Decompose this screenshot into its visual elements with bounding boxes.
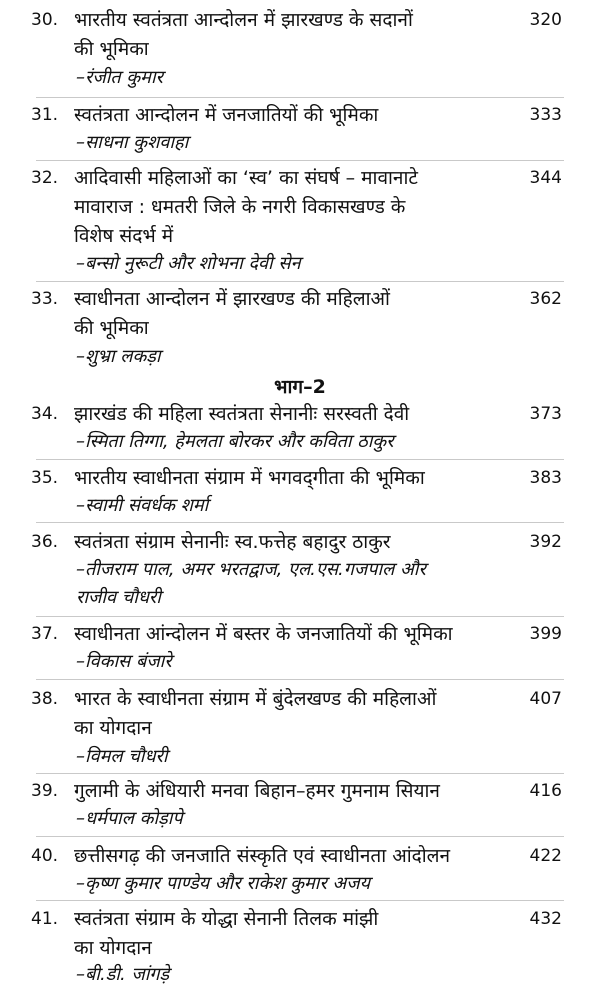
entry-author: –शुभ्रा लकड़ा (76, 346, 161, 367)
entry-page-number: 416 (529, 781, 562, 801)
entry-author: –बी.डी. जांगड़े (76, 964, 170, 985)
entry-page-number: 333 (529, 105, 562, 125)
entry-title: गुलामी के अंधियारी मनवा बिहान–हमर गुमनाम सियान (74, 780, 440, 802)
entry-number: 35. (31, 468, 59, 488)
entry-author: –धर्मपाल कोड़ापे (76, 808, 183, 829)
entry-page-number: 383 (529, 468, 562, 488)
entry-title: स्वतंत्रता आन्दोलन में जनजातियों की भूमिका (74, 104, 379, 126)
divider (36, 97, 564, 98)
divider (36, 281, 564, 282)
entry-page-number: 392 (529, 532, 562, 552)
entry-title: भारत के स्वाधीनता संग्राम में बुंदेलखण्ड की महिलाओं का योगदान (74, 688, 437, 739)
entry-page-number: 407 (529, 689, 562, 709)
entry-page-number: 373 (529, 404, 562, 424)
divider (36, 900, 564, 901)
divider (36, 773, 564, 774)
entry-number: 31. (31, 105, 59, 125)
divider (36, 160, 564, 161)
entry-title: भारतीय स्वाधीनता संग्राम में भगवद्‌गीता की भूमिका (74, 467, 425, 489)
entry-author: –स्वामी संवर्धक शर्मा (76, 495, 209, 516)
divider (36, 522, 564, 523)
entry-author: –विमल चौधरी (76, 746, 168, 767)
entry-title: स्वाधीनता आन्दोलन में झारखण्ड की महिलाओं की भूमिका (74, 288, 390, 339)
entry-number: 32. (31, 168, 59, 188)
entry-page-number: 432 (529, 909, 562, 929)
entry-author: –तीजराम पाल, अमर भरतद्वाज, एल.एस.गजपाल और राजीव चौधरी (76, 559, 426, 608)
entry-number: 40. (31, 846, 59, 866)
entry-title: स्वतंत्रता संग्राम सेनानीः स्व.फत्तेह बहादुर ठाकुर (74, 531, 391, 553)
entry-number: 34. (31, 404, 59, 424)
section-heading: भाग–2 (274, 376, 326, 398)
entry-title: झारखंड की महिला स्वतंत्रता सेनानीः सरस्वती देवी (74, 403, 410, 425)
entry-number: 37. (31, 624, 59, 644)
entry-page-number: 320 (529, 10, 562, 30)
entry-title: भारतीय स्वतंत्रता आन्दोलन में झारखण्ड के सदानों की भूमिका (74, 9, 413, 60)
entry-page-number: 399 (529, 624, 562, 644)
entry-title: स्वतंत्रता संग्राम के योद्धा सेनानी तिलक मांझी का योगदान (74, 908, 379, 959)
entry-author: –कृष्ण कुमार पाण्डेय और राकेश कुमार अजय (76, 873, 371, 894)
entry-number: 36. (31, 532, 59, 552)
entry-page-number: 344 (529, 168, 562, 188)
entry-number: 38. (31, 689, 59, 709)
divider (36, 459, 564, 460)
entry-title: छत्तीसगढ़ की जनजाति संस्कृति एवं स्वाधीनता आंदोलन (74, 845, 451, 867)
entry-number: 30. (31, 10, 59, 30)
entry-number: 33. (31, 289, 59, 309)
entry-number: 41. (31, 909, 59, 929)
divider (36, 679, 564, 680)
entry-author: –स्मिता तिग्गा, हेमलता बोरकर और कविता ठाकुर (76, 431, 394, 452)
entry-author: –विकास बंजारे (76, 651, 172, 672)
divider (36, 836, 564, 837)
entry-page-number: 422 (529, 846, 562, 866)
entry-title: स्वाधीनता आंन्दोलन में बस्तर के जनजातियों की भूमिका (74, 623, 453, 645)
entry-title: आदिवासी महिलाओं का ‘स्व’ का संघर्ष – मावानाटे मावाराज : धमतरी जिले के नगरी विकासखण्ड के विशेष संदर्भ में (74, 167, 418, 247)
entry-author: –रंजीत कुमार (76, 67, 163, 88)
entry-page-number: 362 (529, 289, 562, 309)
entry-author: –साधना कुशवाहा (76, 132, 189, 153)
entry-author: –बन्सो नुरूटी और शोभना देवी सेन (76, 253, 301, 274)
entry-number: 39. (31, 781, 59, 801)
divider (36, 616, 564, 617)
